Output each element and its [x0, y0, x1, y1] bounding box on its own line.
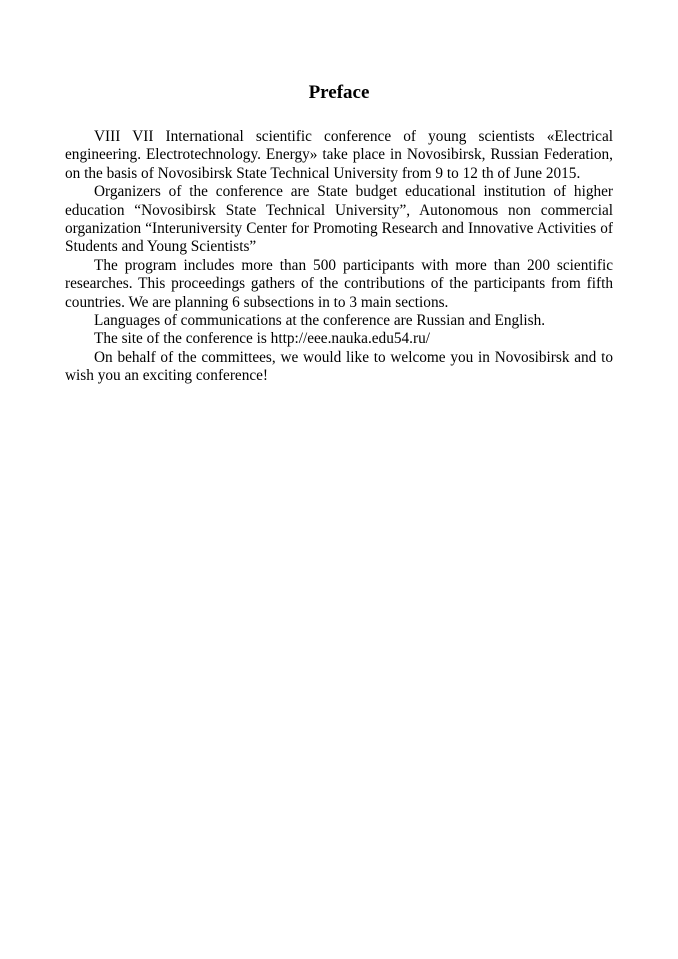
preface-body	[65, 128, 613, 386]
paragraph-welcome: On behalf of the committees, we would like to welcome you in Novosibirsk and to wish you an exciting conference!	[65, 348, 613, 385]
page-title: Preface	[308, 82, 370, 103]
paragraph-conference-intro: VIII VII International scientific conference of young scientists «Electrical engineering. Electrotechnology. Energy» take place in Novosibirsk, Russian Federation, on the basis of Novosibirsk State Technical University from 9 to 12 th of June 2015.	[65, 128, 613, 182]
paragraph-organizers: Organizers of the conference are State budget educational institution of higher education “Novosibirsk State Technical University”, Autonomous non commercial organization “Interuniversity Center for Promoting Research and Innovative Activities of Students and Young Scientists”	[65, 183, 613, 256]
paragraph-site: The site of the conference is http://eee.nauka.edu54.ru/	[94, 330, 430, 348]
paragraph-program: The program includes more than 500 participants with more than 200 scientific researches. This proceedings gathers of the contributions of the participants from fifth countries. We are planning 6 subsections in to 3 main sections.	[65, 256, 613, 311]
paragraph-languages: Languages of communications at the conference are Russian and English.	[94, 312, 546, 330]
